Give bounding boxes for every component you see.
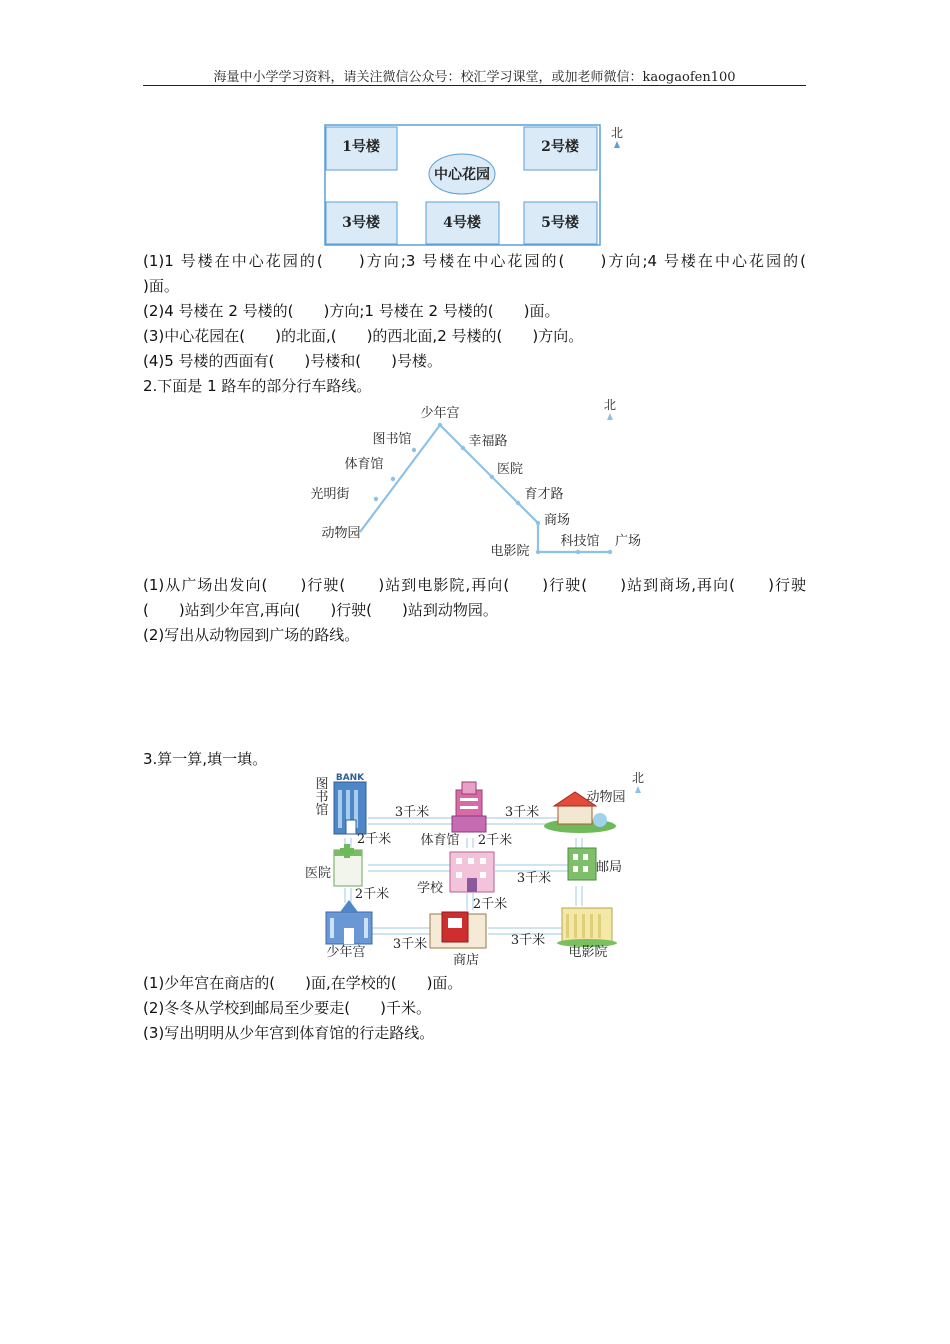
stop-dianying: 电影院 (490, 544, 530, 559)
north-arrow-icon (614, 141, 620, 148)
stop-dot (438, 423, 442, 427)
building-3-label: 3号楼 (342, 215, 380, 231)
q3-title: 3.算一算,填一填。 (143, 750, 268, 768)
stop-dot (576, 550, 580, 554)
building-1-label: 1号楼 (342, 139, 380, 155)
north-arrow-icon (635, 786, 641, 793)
stop-dot (412, 448, 416, 452)
stop-guangming: 光明街 (310, 487, 350, 502)
q1-line-4: (3)中心花园在( )的北面,( )的西北面,2 号楼的( )方向。 (143, 327, 584, 345)
q3-line-3: (3)写出明明从少年宫到体育馆的行走路线。 (143, 1024, 435, 1042)
place-shop: 商店 (452, 953, 480, 968)
distance-shop-cinema: 3千米 (510, 933, 546, 948)
center-garden-label: 中心花园 (434, 167, 490, 183)
stop-keji: 科技馆 (560, 534, 600, 549)
q1-line-1: (1)1 号楼在中心花园的( )方向;3 号楼在中心花园的( )方向;4 号楼在中心花园的( (143, 252, 806, 270)
place-gym: 体育馆 (420, 833, 460, 848)
school-building-icon (450, 852, 494, 892)
distance-school-post: 3千米 (516, 871, 552, 886)
distance-gym-zoo: 3千米 (504, 805, 540, 820)
place-cinema: 电影院 (568, 945, 608, 960)
building-4-label: 4号楼 (443, 215, 481, 231)
stop-dot (391, 477, 395, 481)
place-school: 学校 (416, 881, 444, 896)
distance-lib-hosp: 2千米 (356, 832, 392, 847)
distance-school-shop: 2千米 (472, 897, 508, 912)
q2-title: 2.下面是 1 路车的部分行车路线。 (143, 377, 372, 395)
north-label: 北 (631, 771, 645, 785)
stop-dot (490, 475, 494, 479)
stop-dongwu: 动物园 (321, 526, 361, 541)
stop-dot (536, 521, 540, 525)
stop-dot (374, 497, 378, 501)
post-office-building-icon (568, 848, 596, 880)
stop-xingfu: 幸福路 (468, 434, 508, 449)
north-label: 北 (603, 398, 617, 412)
gym-building-icon (452, 782, 486, 832)
stop-yucai: 育才路 (524, 487, 564, 502)
place-library: 图书馆 (312, 776, 328, 816)
place-youth: 少年宫 (326, 945, 366, 960)
stop-dot (608, 550, 612, 554)
q2-line-2: ( )站到少年宫,再向( )行驶( )站到动物园。 (143, 601, 498, 619)
bus-route-map (300, 395, 660, 565)
page-header: 海量中小学学习资料，请关注微信公众号：校汇学习课堂，或加老师微信：kaogaofen100 (213, 70, 736, 85)
bank-sign: BANK (335, 773, 365, 783)
stop-guangchang: 广场 (614, 534, 642, 549)
stop-shangchang: 商场 (543, 513, 571, 528)
shop-building-icon (430, 912, 486, 948)
cinema-building-icon (557, 908, 617, 947)
q2-line-3: (2)写出从动物园到广场的路线。 (143, 626, 360, 644)
youth-palace-building-icon (326, 900, 372, 944)
q2-line-1: (1)从广场出发向( )行驶( )站到电影院,再向( )行驶( )站到商场,再向( )行驶 (143, 576, 806, 594)
q1-line-5: (4)5 号楼的西面有( )号楼和( )号楼。 (143, 352, 442, 370)
distance-lib-gym: 3千米 (394, 805, 430, 820)
place-zoo: 动物园 (586, 790, 626, 805)
library-building-icon (334, 782, 366, 834)
place-hospital: 医院 (304, 866, 332, 881)
distance-youth-shop: 3千米 (392, 937, 428, 952)
stop-dot (516, 501, 520, 505)
building-map (320, 120, 640, 250)
stop-dot (461, 446, 465, 450)
building-2-label: 2号楼 (541, 139, 579, 155)
q3-line-1: (1)少年宫在商店的( )面,在学校的( )面。 (143, 974, 463, 992)
town-map (300, 768, 660, 968)
hospital-building-icon (334, 844, 362, 886)
place-post: 邮局 (595, 860, 623, 875)
distance-hosp-youth: 2千米 (354, 887, 390, 902)
stop-yiyuan: 医院 (496, 462, 524, 477)
stop-tiyu: 体育馆 (344, 457, 384, 472)
q1-line-3: (2)4 号楼在 2 号楼的( )方向;1 号楼在 2 号楼的( )面。 (143, 302, 560, 320)
building-5-label: 5号楼 (541, 215, 579, 231)
stop-shaonian: 少年宫 (420, 406, 460, 421)
stop-tushu: 图书馆 (372, 432, 412, 447)
q3-line-2: (2)冬冬从学校到邮局至少要走( )千米。 (143, 999, 431, 1017)
header-rule (143, 85, 806, 86)
north-arrow-icon (607, 413, 613, 420)
q1-line-2: )面。 (143, 277, 179, 295)
north-label: 北 (610, 126, 624, 140)
stop-dot (536, 550, 540, 554)
distance-gym-school: 2千米 (477, 833, 513, 848)
